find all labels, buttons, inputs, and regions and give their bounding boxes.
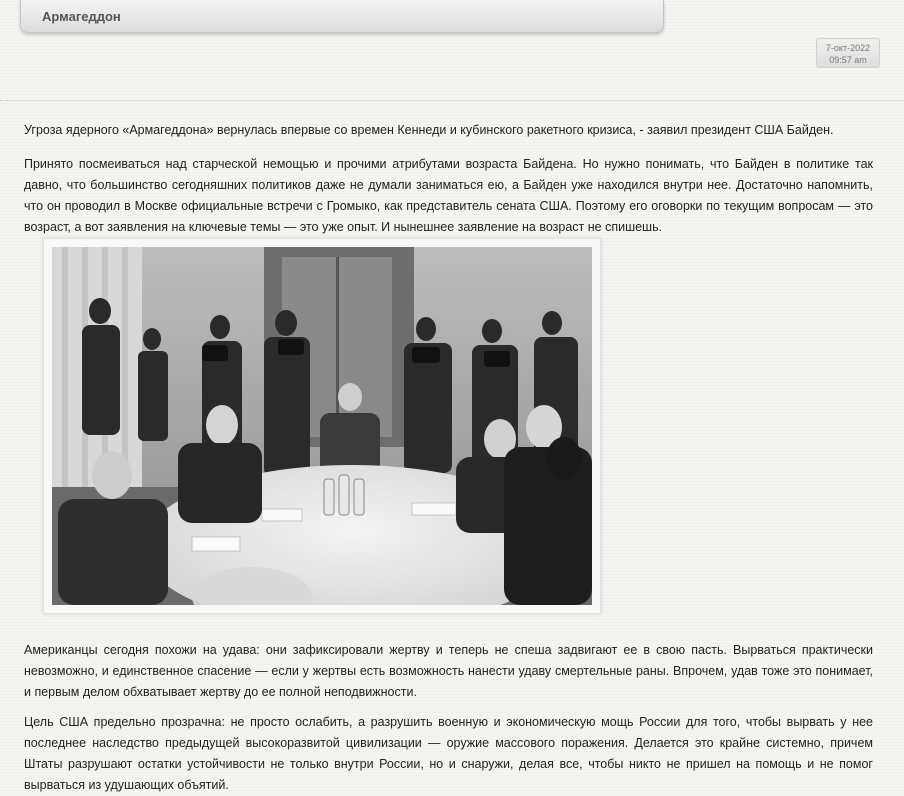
post-date-box	[816, 38, 880, 68]
article-paragraph-2: Принято посмеиваться над старческой немощью и прочими атрибутами возраста Байдена. Но нужно понимать, что Байден в политике так давно, что большинство сегодняшних политиков даже не думали заниматься ею, а Байден уже находился внутри нее. Достаточно напомнить, что он проводил в Москве официальные встречи с Громыко, как представитель сената США. Поэтому его оговорки по текущим вопросам — это возраст, а вот заявления на ключевые темы — это уже опыт. И нынешнее заявление на возраст не спишешь.	[24, 157, 873, 234]
article-photo	[43, 238, 601, 614]
meeting-photo-illustration	[52, 247, 592, 605]
article-paragraph-3: Американцы сегодня похожи на удава: они зафиксировали жертву и теперь не спеша задвигают ее в свою пасть. Вырваться практически невозможно, и единственное спасение — если у жертвы есть возможность нанести удаву смертельные раны. Впрочем, удав тоже это понимает, и первым делом обхватывает жертву до ее полной неподвижности.	[24, 643, 873, 699]
post-title-tab	[20, 0, 664, 33]
post-time: 09:57 am	[829, 55, 867, 65]
post-title[interactable]: Армагеддон	[42, 9, 121, 24]
header-divider	[0, 100, 904, 101]
article-paragraph-4: Цель США предельно прозрачна: не просто ослабить, а разрушить военную и экономическую мощь России для того, чтобы вырвать у нее последнее наследство предыдущей высокоразвитой цивилизации — оружие массового поражения. Делается это крайне системно, причем Штаты разрушают остатки устойчивости не только внутри России, но и снаружи, делая все, чтобы никто не пришел на помощь и не помог вырваться из удушающих объятий.	[24, 715, 873, 792]
article-paragraph-1: Угроза ядерного «Армагеддона» вернулась впервые со времен Кеннеди и кубинского ракетного кризиса, - заявил президент США Байден.	[24, 123, 834, 137]
post-date: 7-окт-2022	[825, 43, 871, 53]
